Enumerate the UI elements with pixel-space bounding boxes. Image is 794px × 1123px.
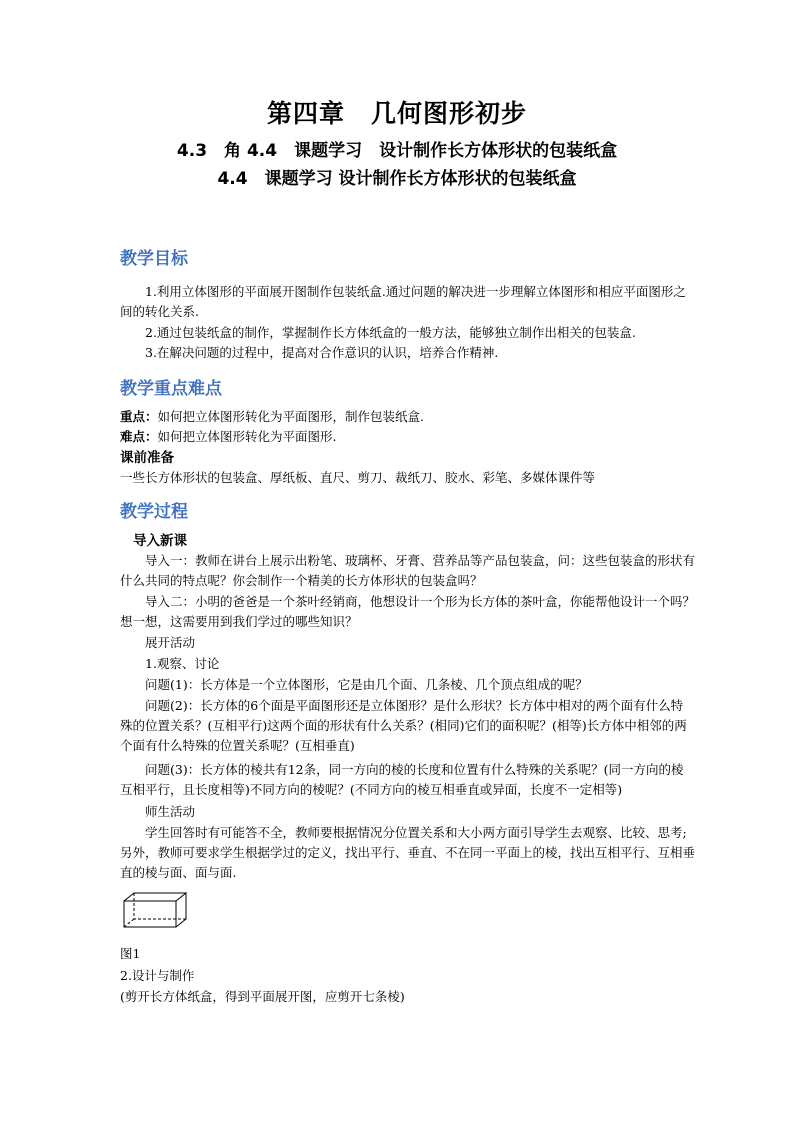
key-point-text: 如何把立体图形转化为平面图形，制作包装纸盒.: [157, 409, 424, 424]
cuboid-front-face: [124, 901, 176, 927]
difficulty-text: 如何把立体图形转化为平面图形.: [157, 429, 337, 444]
observe-label: 1.观察、讨论: [145, 656, 220, 671]
difficulty-label: 难点：: [120, 429, 158, 444]
key-points-heading: 教学重点难点: [120, 379, 222, 399]
chapter-title: 第四章 几何图形初步: [266, 99, 527, 128]
cuboid-hidden-edges: [134, 893, 186, 919]
design-label: 2.设计与制作: [120, 968, 195, 983]
prep-heading: 课前准备: [120, 450, 174, 466]
key-point-line: [120, 407, 695, 427]
goal-item-3: 3.在解决问题的过程中，提高对合作意识的认识，培养合作精神.: [145, 345, 499, 360]
question-1: 问题(1)：长方体是一个立体图形，它是由几个面、几条棱、几个顶点组成的呢？: [145, 677, 588, 692]
cuboid-hidden-edge-diagonal: [124, 919, 134, 927]
goals-heading: 教学目标: [120, 249, 188, 269]
cuboid-top-face: [124, 893, 186, 901]
difficulty-line: [120, 427, 695, 447]
cuboid-figure: [122, 891, 188, 931]
teacher-student-label: 师生活动: [145, 804, 196, 819]
goal-item-1: 1.利用立体图形的平面展开图制作包装纸盒.通过问题的解决进一步理解立体图形和相应平面图形之间的转化关系.: [120, 284, 686, 319]
process-heading: 教学过程: [120, 502, 188, 522]
figure-caption: 图1: [120, 946, 141, 961]
activity-label: 展开活动: [145, 635, 196, 650]
intro-heading: 导入新课: [133, 533, 187, 549]
cuboid-side-face: [176, 893, 186, 927]
intro-1: 导入一：教师在讲台上展示出粉笔、玻璃杯、牙膏、营养品等产品包装盒，问：这些包装盒的形状有什么共同的特点呢？你会制作一个精美的长方体形状的包装盒吗？: [120, 553, 696, 588]
question-3: 问题(3)：长方体的棱共有12条，同一方向的棱的长度和位置有什么特殊的关系呢？(同一方向的棱互相平行，且长度相等)不同方向的棱呢？(不同方向的棱互相垂直或异面，长度不一定相等): [120, 762, 684, 797]
design-note: (剪开长方体纸盒，得到平面展开图，应剪开七条棱): [120, 989, 405, 1004]
teacher-student-text: 学生回答时有可能答不全，教师要根据情况分位置关系和大小两方面引导学生去观察、比较、思考;另外，教师可要求学生根据学过的定义，找出平行、垂直、不在同一平面上的棱，找出互相平行、互相垂直的棱与面、面与面.: [120, 825, 696, 880]
intro-2: 导入二：小明的爸爸是一个茶叶经销商，他想设计一个形为长方体的茶叶盒，你能帮他设计一个吗？想一想，这需要用到我们学过的哪些知识？: [120, 594, 696, 629]
key-point-label: 重点：: [120, 409, 158, 424]
goal-item-2: 2.通过包装纸盒的制作，掌握制作长方体纸盒的一般方法，能够独立制作出相关的包装盒.: [145, 325, 636, 340]
question-2: 问题(2)：长方体的6个面是平面图形还是立体图形？是什么形状？长方体中相对的两个面有什么特殊的位置关系？(互相平行)这两个面的形状有什么关系？(相同)它们的面积呢？(相等)长方体中相邻的两个面有什么特殊的位置关系呢？(互相垂直): [120, 698, 687, 753]
prep-text: 一些长方体形状的包装盒、厚纸板、直尺、剪刀、裁纸刀、胶水、彩笔、多媒体课件等: [120, 470, 596, 485]
section-title: 4.3 角 4.4 课题学习 设计制作长方体形状的包装纸盒: [176, 141, 618, 161]
lesson-title: 4.4 课题学习 设计制作长方体形状的包装纸盒: [217, 169, 577, 189]
